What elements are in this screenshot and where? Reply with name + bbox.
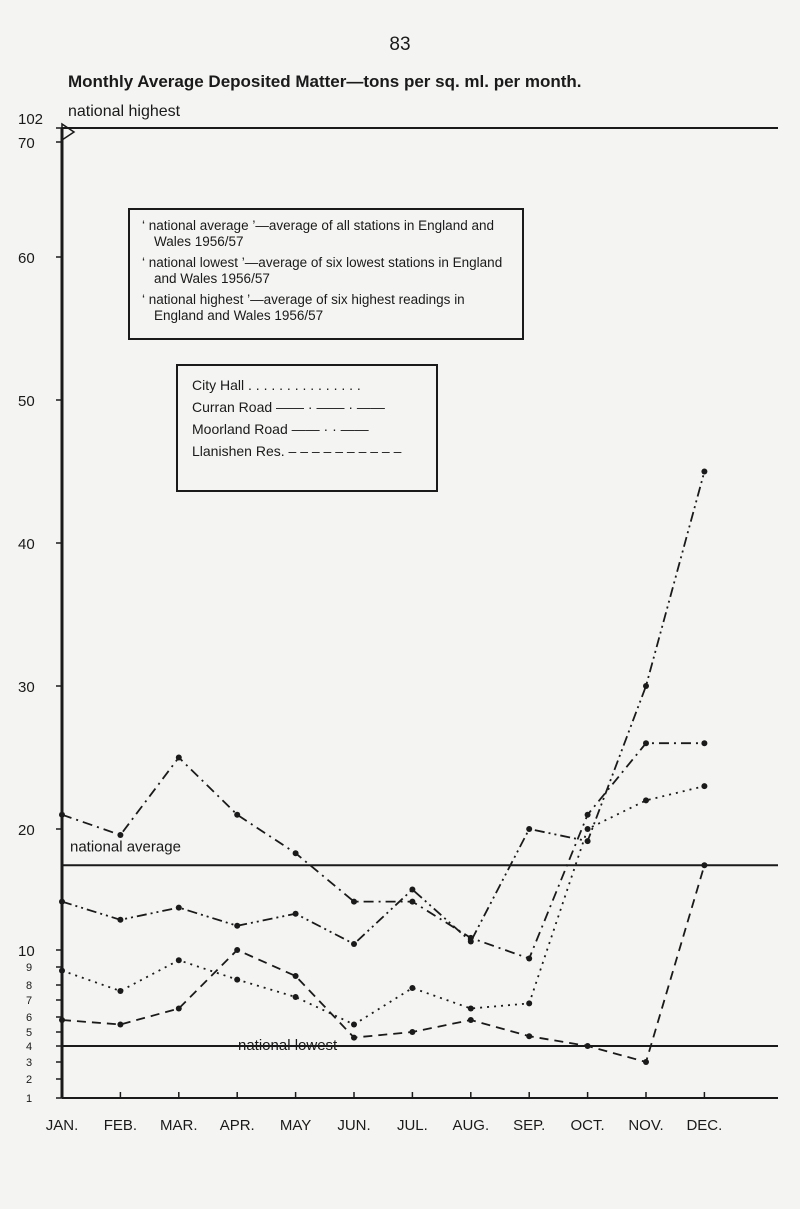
- x-tick-label: JUN.: [337, 1117, 371, 1134]
- data-point: [293, 911, 299, 917]
- data-point: [117, 988, 123, 994]
- data-point: [701, 740, 707, 746]
- series-lines: [59, 469, 707, 1066]
- y-tick-label: 30: [18, 679, 35, 696]
- y-tick-label: 2: [26, 1074, 33, 1086]
- data-point: [176, 957, 182, 963]
- y-tick-label: 3: [26, 1057, 33, 1069]
- data-point: [59, 1017, 65, 1023]
- data-point: [526, 956, 532, 962]
- data-point: [643, 740, 649, 746]
- y-tick-label: 70: [18, 135, 35, 152]
- y-tick-label: 10: [18, 943, 35, 960]
- data-point: [643, 797, 649, 803]
- data-point: [176, 1006, 182, 1012]
- data-point: [526, 826, 532, 832]
- data-point: [59, 899, 65, 905]
- legend-item-city-hall: City Hall . . . . . . . . . . . . . . .: [192, 377, 361, 393]
- data-point: [409, 887, 415, 893]
- x-tick-label: OCT.: [570, 1117, 605, 1134]
- data-point: [643, 1059, 649, 1065]
- x-tick-label: MAY: [279, 1117, 312, 1134]
- y-tick-label: 20: [18, 822, 35, 839]
- data-point: [234, 812, 240, 818]
- data-point: [351, 899, 357, 905]
- data-point: [526, 1033, 532, 1039]
- data-point: [701, 469, 707, 475]
- y-tick-label: 40: [18, 536, 35, 553]
- y-tick-label: 102: [18, 111, 44, 128]
- data-point: [59, 812, 65, 818]
- data-point: [409, 1029, 415, 1035]
- data-point: [176, 905, 182, 911]
- data-point: [234, 947, 240, 953]
- definitions-box: [128, 208, 524, 340]
- data-point: [59, 968, 65, 974]
- data-point: [526, 1000, 532, 1006]
- arrow-marker: [62, 124, 74, 140]
- data-point: [293, 850, 299, 856]
- y-tick-label: 4: [26, 1041, 33, 1053]
- data-point: [585, 1043, 591, 1049]
- data-point: [234, 977, 240, 983]
- data-point: [701, 862, 707, 868]
- x-tick-label: JUL.: [396, 1117, 428, 1134]
- data-point: [585, 838, 591, 844]
- y-tick-label: 1: [26, 1093, 33, 1105]
- data-point: [409, 985, 415, 991]
- series-line: [62, 472, 704, 945]
- y-tick-label: 7: [26, 995, 33, 1007]
- chart-title: Monthly Average Deposited Matter—tons per sq. ml. per month.: [68, 72, 582, 91]
- data-point: [468, 939, 474, 945]
- annotation-national-lowest: national lowest: [238, 1037, 338, 1054]
- series-line: [62, 786, 704, 1024]
- data-point: [409, 899, 415, 905]
- definition-lowest: ‘ national lowest ’—average of six lowest stations in England and Wales 1956/57: [142, 255, 503, 286]
- x-tick-label: SEP.: [513, 1117, 546, 1134]
- data-point: [117, 832, 123, 838]
- y-tick-label: 60: [18, 250, 35, 267]
- data-point: [468, 1017, 474, 1023]
- data-point: [585, 812, 591, 818]
- data-point: [117, 917, 123, 923]
- data-point: [351, 1035, 357, 1041]
- y-tick-label: 6: [26, 1012, 33, 1024]
- legend-item-curran-road: Curran Road —— · —— · ——: [192, 399, 385, 415]
- data-point: [234, 923, 240, 929]
- data-point: [585, 826, 591, 832]
- data-point: [117, 1022, 123, 1028]
- y-tick-label: 8: [26, 980, 33, 992]
- definition-average: ‘ national average ’—average of all stations in England and Wales 1956/57: [142, 218, 494, 249]
- data-point: [643, 683, 649, 689]
- x-tick-label: APR.: [219, 1117, 255, 1134]
- legend-item-llanishen: Llanishen Res. – – – – – – – – – –: [192, 443, 402, 459]
- data-point: [351, 1022, 357, 1028]
- y-tick-label: 5: [26, 1027, 33, 1039]
- national-highest-label: national highest: [68, 103, 181, 120]
- x-tick-label: NOV.: [628, 1117, 664, 1134]
- data-point: [176, 755, 182, 761]
- data-point: [293, 994, 299, 1000]
- legend-item-moorland-road: Moorland Road —— · · ——: [192, 421, 369, 437]
- y-tick-label: 9: [26, 962, 33, 974]
- annotation-national-average: national average: [70, 838, 181, 856]
- legend: [176, 364, 438, 492]
- x-tick-label: JAN.: [45, 1117, 79, 1134]
- x-tick-label: DEC.: [686, 1117, 723, 1134]
- data-point: [468, 1006, 474, 1012]
- x-tick-label: AUG.: [452, 1117, 490, 1134]
- data-point: [351, 941, 357, 947]
- data-point: [701, 783, 707, 789]
- definition-highest: ‘ national highest ’—average of six highest readings in England and Wales 1956/57: [142, 292, 465, 323]
- x-tick-label: FEB.: [103, 1117, 138, 1134]
- data-point: [293, 973, 299, 979]
- series-line: [62, 865, 704, 1062]
- y-tick-label: 50: [18, 393, 35, 410]
- x-tick-label: MAR.: [160, 1117, 198, 1134]
- page-number: 83: [389, 34, 411, 55]
